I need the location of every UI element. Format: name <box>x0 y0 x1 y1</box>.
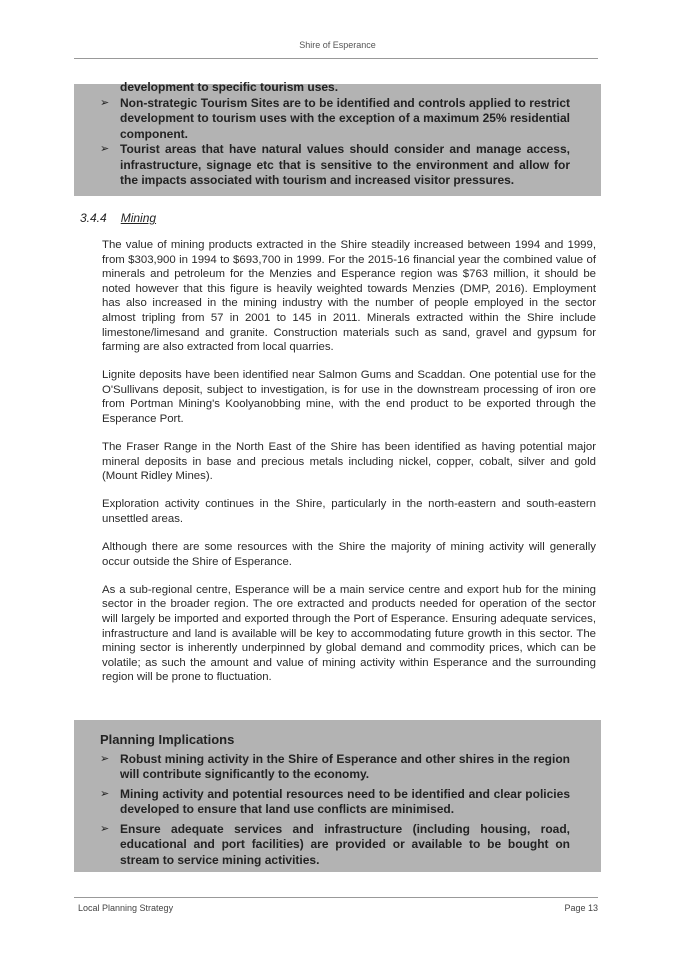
list-item: ➢ Ensure adequate services and infrastructure (including housing, road, educational and port facilities) are provided or available to be bought on stream to service mining activities. <box>100 821 570 867</box>
paragraph: As a sub-regional centre, Esperance will be a main service centre and export hub for the mining sector in the broader region. The ore extracted and products needed for operation of the sector will largely be imported and exported through the Port of Esperance. Ensuring adequate services, infrastructure and land is available will be key to accommodating future growth in this sector. The mining sector is inherently underpinned by global demand and commodity prices, which can be volatile; as such the amount and value of mining activity within Esperance and the surrounding region will be prone to fluctuation. <box>102 583 596 684</box>
arrow-bullet-icon: ➢ <box>100 96 110 109</box>
section-number: 3.4.4 <box>80 211 107 225</box>
arrow-bullet-icon: ➢ <box>100 822 110 835</box>
tourism-bullet-list <box>100 96 570 189</box>
footer-divider <box>74 897 598 898</box>
arrow-bullet-icon: ➢ <box>100 752 110 765</box>
footer-document-title: Local Planning Strategy <box>78 903 174 913</box>
planning-bullet-list <box>100 752 570 869</box>
continuation-text: development to specific tourism uses. <box>120 80 339 94</box>
section-title: Mining <box>120 211 157 225</box>
arrow-bullet-icon: ➢ <box>100 143 110 155</box>
list-item: ➢ Mining activity and potential resources need to be identified and clear policies developed to ensure that land use conflicts are minimised. <box>100 786 570 816</box>
section-heading <box>80 211 156 225</box>
paragraph: The value of mining products extracted in the Shire steadily increased between 1994 and 1999, from $303,900 in 1994 to $693,700 in 1999. For the 2015-16 financial year the combined value of minerals and petroleum for the Menzies and Esperance region was $763 million, it should be noted however that this figure is heavily weighted towards Menzies (DMP, 2016). Employment has also increased in the mining industry with the number of people employed in the sector almost tripling from 57 in 2001 to 145 in 2011. Minerals extracted within the Shire include limestone/limesand and granite. Construction materials such as sand, gravel and gypsum for farming are also extracted from local quarries. <box>102 239 596 354</box>
paragraph: The Fraser Range in the North East of the Shire has been identified as having potential major mineral deposits in base and precious metals including nickel, copper, cobalt, silver and gold (Mount Ridley Mines). <box>102 441 596 483</box>
list-item: ➢ Robust mining activity in the Shire of Esperance and other shires in the region will contribute significantly to the economy. <box>100 751 570 781</box>
page-number: Page 13 <box>564 903 598 913</box>
arrow-bullet-icon: ➢ <box>100 787 110 800</box>
list-item: ➢ Non-strategic Tourism Sites are to be identified and controls applied to restrict development to tourism uses with the exception of a maximum 25% residential component. <box>100 95 570 141</box>
planning-implications-box <box>74 720 601 872</box>
body-text <box>102 238 596 698</box>
planning-implications-heading: Planning Implications <box>100 732 235 747</box>
paragraph: Lignite deposits have been identified near Salmon Gums and Scaddan. One potential use for the O'Sullivans deposit, subject to investigation, is for use in the downstream processing of iron ore from Portman Mining's Koolyanobbing mine, with the end product to be exported through the Esperance Port. <box>102 369 596 426</box>
paragraph: Exploration activity continues in the Shire, particularly in the north-eastern and south-eastern unsettled areas. <box>102 498 596 525</box>
page-header-title: Shire of Esperance <box>299 40 376 50</box>
header-divider <box>74 58 598 59</box>
paragraph: Although there are some resources with the Shire the majority of mining activity will generally occur outside the Shire of Esperance. <box>102 541 596 568</box>
tourism-implications-box <box>74 80 601 196</box>
list-item: ➢ Tourist areas that have natural values should consider and manage access, infrastructure, signage etc that is sensitive to the environment and allow for the impacts associated with tourism and increased visitor pressures. <box>100 142 570 187</box>
